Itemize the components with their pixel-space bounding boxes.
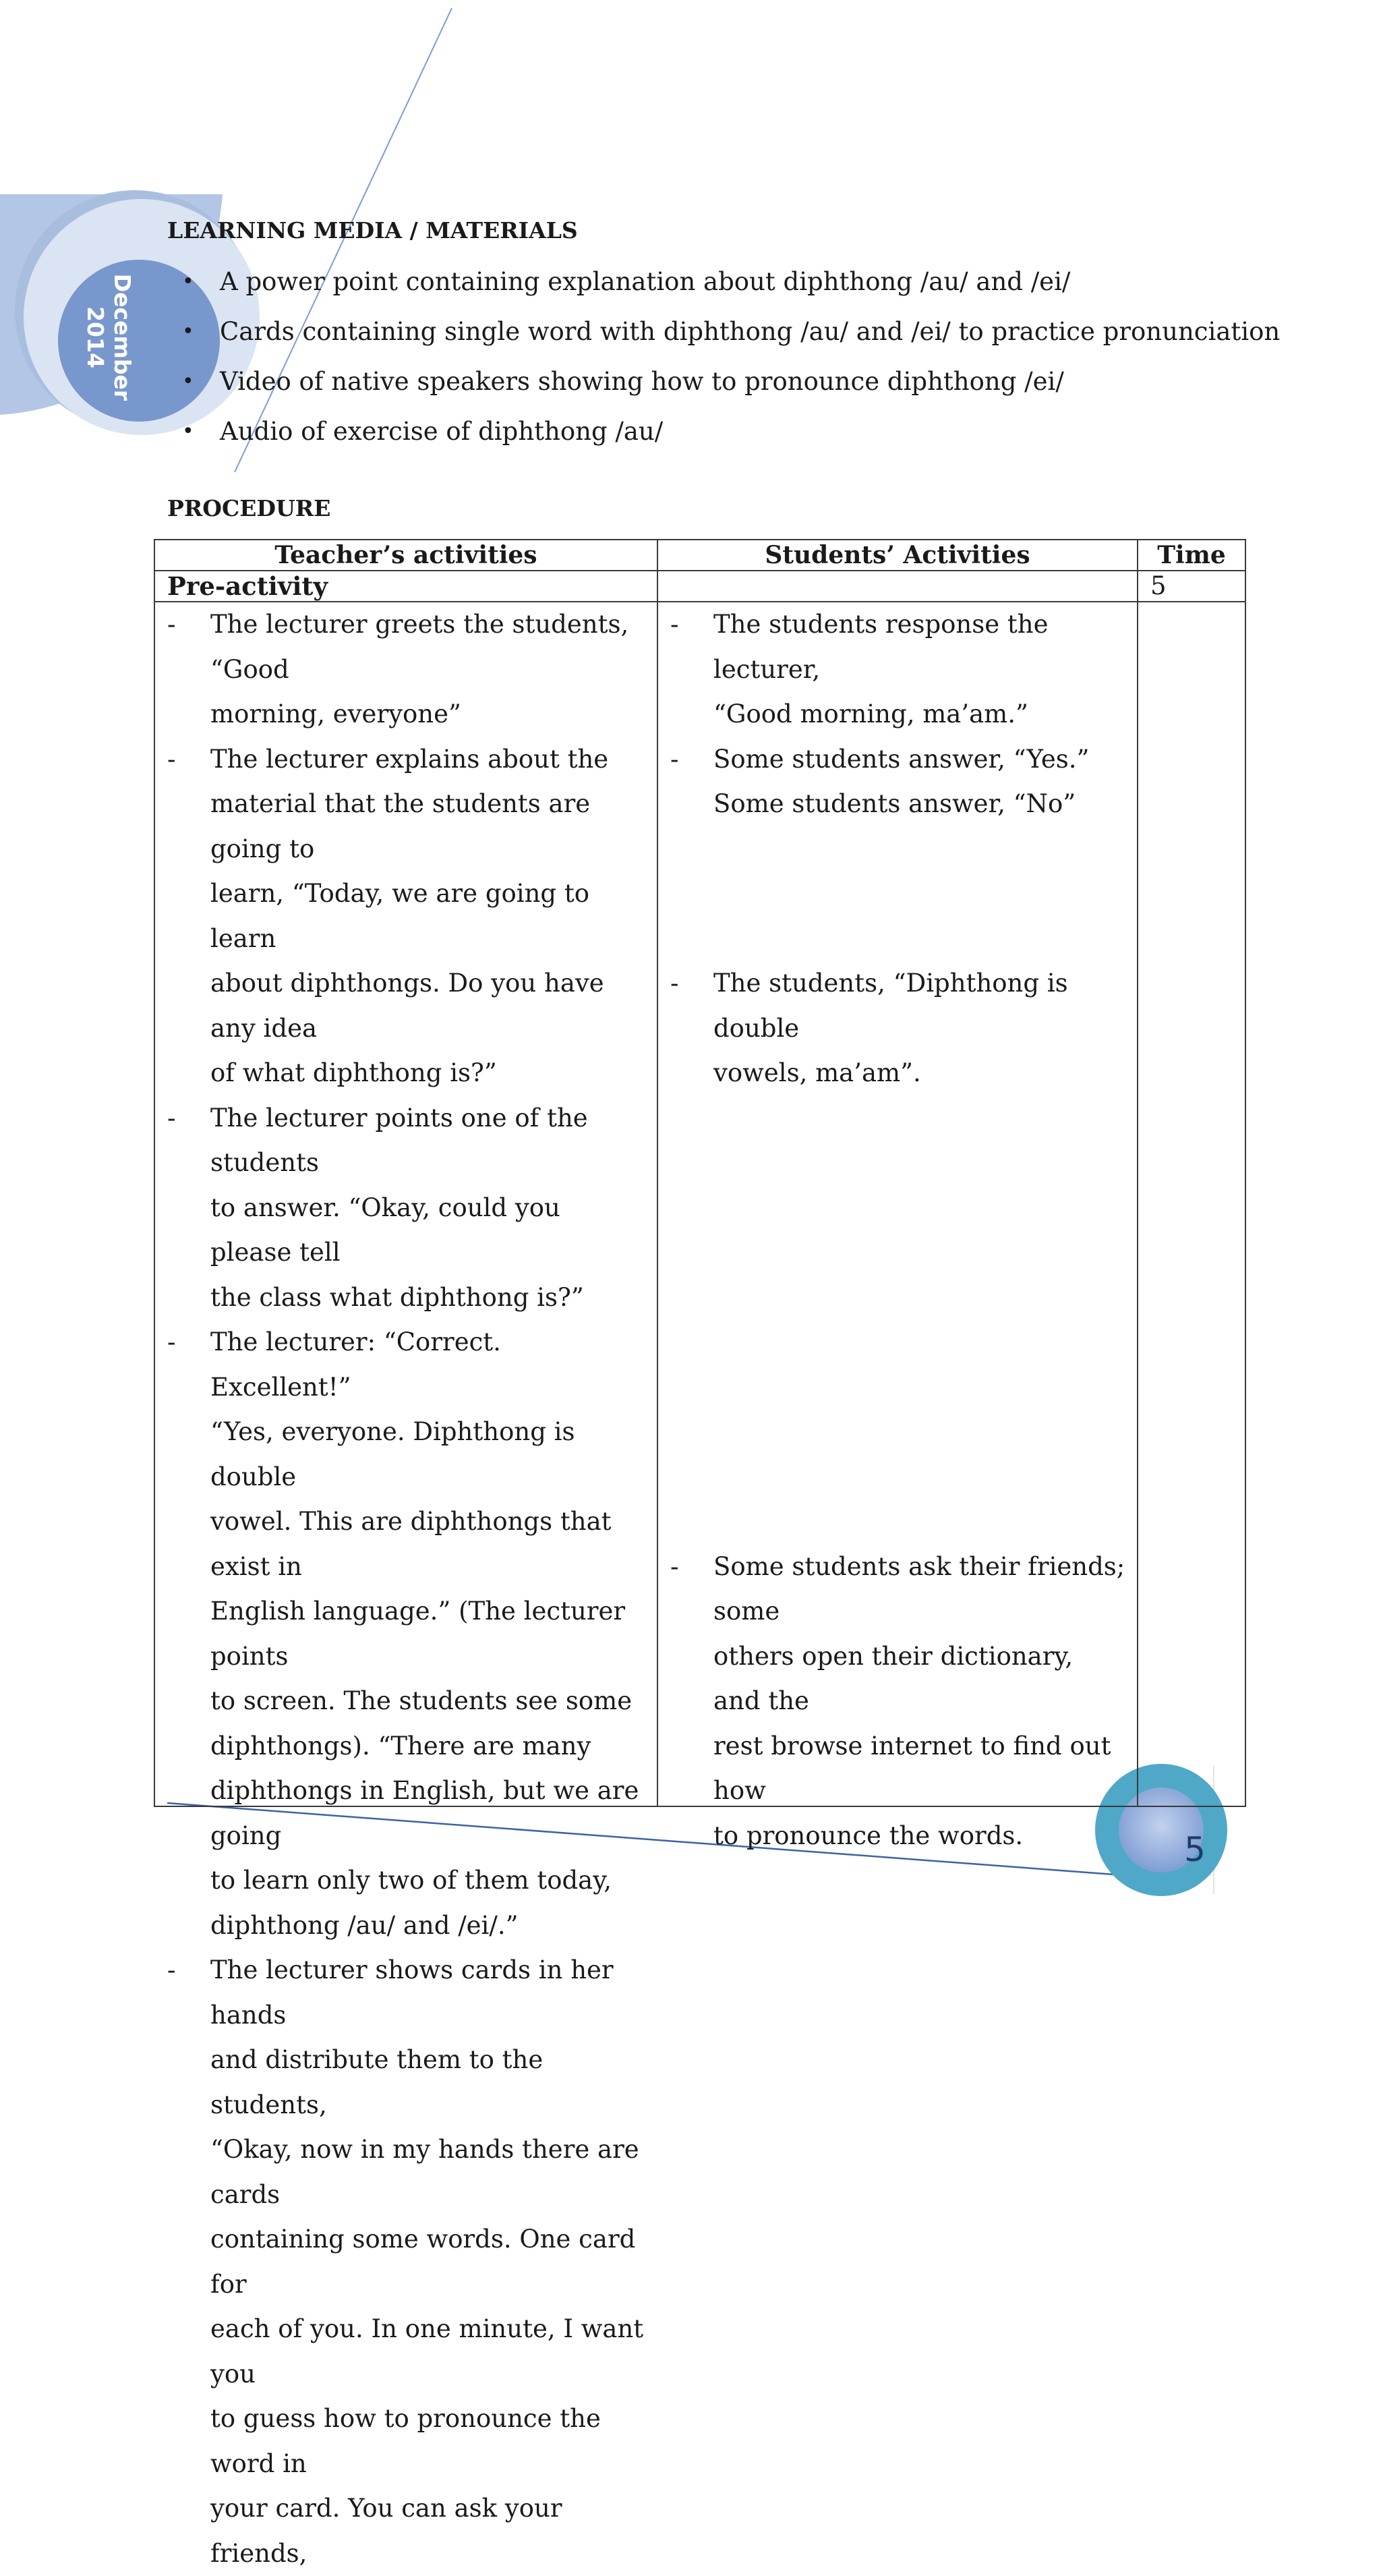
activity-item [658,961,1137,1096]
activity-line: containing some words. One card for [210,2225,636,2299]
dash-marker: - [167,744,176,774]
activity-item [658,602,1137,737]
list-item: • A power point containing explanation about diphthong /au/ and /ei/ [182,264,1280,314]
activity-line: “Good morning, ma’am.” [713,699,1028,728]
dash-marker: - [670,969,679,998]
activity-line: English language.” (The lecturer points [210,1597,626,1671]
activity-line: diphthongs). “There are many [210,1731,591,1761]
students-column-header: Students’ Activities [657,540,1138,571]
activity-line: The lecturer points one of the students [210,1103,588,1177]
activity-line: of what diphthong is?” [210,1058,497,1087]
activity-line: The students response the lecturer, [713,610,1049,684]
activities-row [154,602,1245,1806]
teacher-activities-list [155,602,657,2568]
activity-line: about diphthongs. Do you have any idea [210,969,604,1043]
bullet-icon: • [182,270,194,293]
activity-line: diphthong /au/ and /ei/.” [210,1910,519,1940]
activity-line: material that the students are going to [210,789,591,863]
activity-line: The lecturer greets the students, “Good [210,610,629,684]
dash-marker: - [670,744,679,774]
activity-line: The lecturer: “Correct. Excellent!” [210,1327,501,1402]
learning-media-heading: LEARNING MEDIA / MATERIALS [167,217,578,244]
procedure-heading: PROCEDURE [167,495,331,521]
phase-label: Pre-activity [154,571,657,602]
activity-line: to answer. “Okay, could you please tell [210,1193,560,1267]
list-item: • Cards containing single word with diphthong /au/ and /ei/ to practice pronunciation [182,314,1280,364]
bullet-icon: • [182,420,194,443]
dash-marker: - [670,1551,679,1581]
activity-line: to guess how to pronounce the word in [210,2404,601,2478]
activity-line: your card. You can ask your friends, [210,2494,562,2568]
teacher-column-header: Teacher’s activities [154,540,657,571]
activity-line: vowels, ma’am”. [713,1058,921,1087]
phase-time: 5 [1138,571,1245,602]
activity-line: each of you. In one minute, I want you [210,2314,644,2388]
student-activities-list [658,602,1137,1850]
phase-row [154,571,1245,602]
activity-line: the class what diphthong is?” [210,1282,584,1312]
date-tab-year: 2014 [82,306,109,368]
bullet-icon: • [182,370,194,393]
activity-line: The students, “Diphthong is double [713,969,1068,1043]
activity-line: “Yes, everyone. Diphthong is double [210,1417,575,1491]
activity-item [155,1096,657,1321]
activity-line: The lecturer explains about the [210,744,609,774]
list-item: • Audio of exercise of diphthong /au/ [182,414,1280,464]
activity-line: Some students answer, “No” [713,789,1076,818]
table-header-row [154,540,1245,571]
activity-line: The lecturer shows cards in her hands [210,1955,614,2030]
dash-marker: - [167,1955,176,1984]
phase-empty-cell [657,571,1138,602]
dash-marker: - [167,610,176,639]
activity-line: morning, everyone” [210,699,461,728]
activity-item [658,1545,1137,1859]
activity-item [155,602,657,737]
activity-line: Some students answer, “Yes.” [713,744,1090,774]
student-activities-cell [657,602,1138,1850]
dash-marker: - [670,610,679,639]
activity-item [155,1948,657,2576]
activity-line: “Okay, now in my hands there are cards [210,2135,639,2209]
activity-item [155,737,657,1096]
activity-line: Some students ask their friends; some [713,1551,1125,1626]
learning-media-list [182,264,1280,464]
activity-line: others open their dictionary, and the [713,1641,1074,1715]
activity-line: diphthongs in English, but we are going [210,1776,639,1850]
activity-line: and distribute them to the students, [210,2045,543,2119]
bullet-icon: • [182,320,194,343]
dash-marker: - [167,1103,176,1133]
list-item: • Video of native speakers showing how to pronounce diphthong /ei/ [182,364,1280,414]
activity-item [155,1320,657,1948]
activity-line: learn, “Today, we are going to learn [210,879,590,953]
procedure-table [154,539,1246,2568]
activity-line: to pronounce the words. [713,1821,1024,1850]
time-column-header: Time [1138,540,1245,571]
date-tab [82,274,136,401]
activity-line: rest browse internet to find out how [713,1731,1111,1805]
date-tab-month: December [109,273,136,401]
page-number: 5 [1184,1830,1206,1869]
time-cell [1138,602,1245,1806]
teacher-activities-cell [154,602,657,2568]
dash-marker: - [167,1327,176,1356]
activity-line: to screen. The students see some [210,1686,633,1715]
activity-line: vowel. This are diphthongs that exist in [210,1507,612,1581]
activity-line: to learn only two of them today, [210,1866,612,1895]
activity-item [658,737,1137,827]
